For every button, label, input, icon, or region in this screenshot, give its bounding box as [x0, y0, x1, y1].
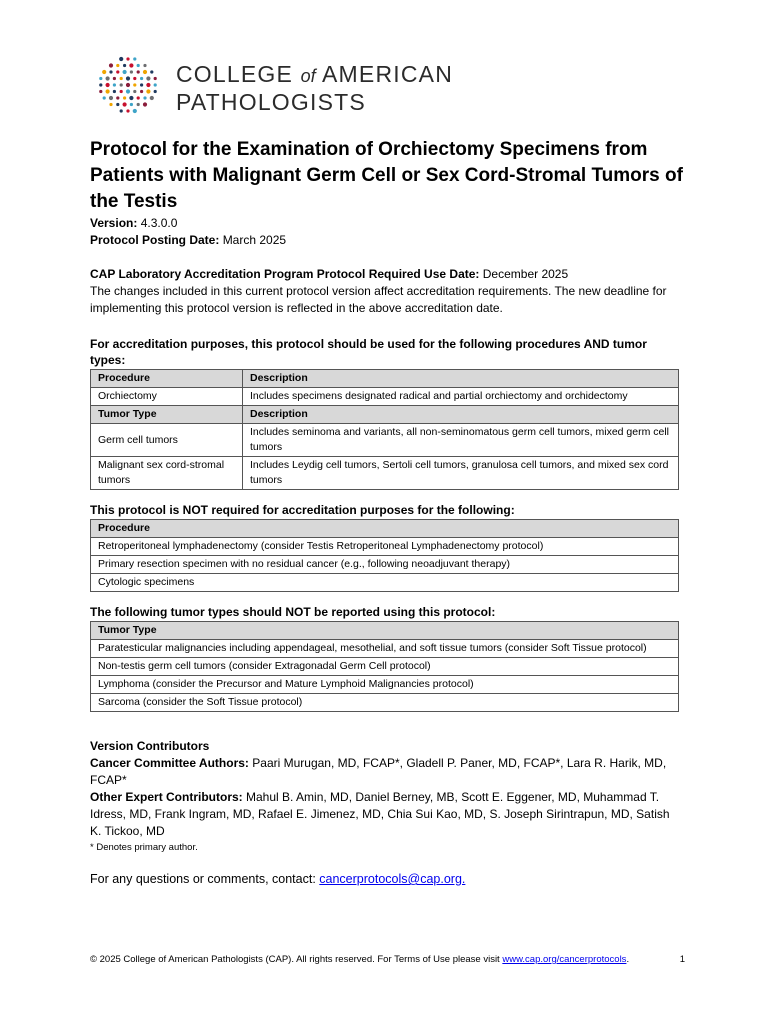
table-row — [91, 457, 679, 490]
contact-email-link[interactable]: cancerprotocols@cap.org. — [319, 872, 466, 886]
logo-dot — [143, 102, 147, 106]
table-cell: Orchiectomy — [91, 388, 243, 406]
committee-label: Cancer Committee Authors: — [90, 756, 249, 770]
logo-dot — [154, 83, 157, 86]
logo-dot — [137, 103, 140, 106]
table-cell: Includes specimens designated radical and partial orchiectomy and orchidectomy — [243, 388, 679, 406]
logo-dot — [133, 109, 137, 113]
logo-dot — [146, 83, 150, 87]
logo-dot — [120, 83, 123, 86]
logo-dot — [123, 102, 127, 106]
cap-logo — [94, 55, 474, 115]
footer — [90, 954, 685, 965]
logo-line2: PATHOLOGISTS — [176, 89, 366, 115]
logo-dot — [126, 76, 130, 80]
other-names: Mahul B. Amin, MD, Daniel Berney, MB, Scott E. Eggener, MD, Muhammad T. Idress, MD, Frank Ingram, MD, Rafael E. Jimenez, MD, Chia Sui Kao, MD, S. Joseph Sirintrapun, MD, Satish K. Tickoo, MD — [90, 790, 670, 838]
other-label: Other Expert Contributors: — [90, 790, 243, 804]
logo-dot — [130, 70, 133, 73]
accreditation-requirement — [90, 266, 690, 317]
posting-value: March 2025 — [222, 233, 287, 247]
table-cell: Malignant sex cord-stromal tumors — [91, 457, 243, 490]
logo-dot — [126, 83, 130, 87]
logo-dot — [137, 64, 140, 67]
logo-dot — [106, 76, 110, 80]
logo-dot — [146, 76, 150, 80]
section3-heading: The following tumor types should NOT be reported using this protocol: — [90, 605, 496, 619]
logo-line1: COLLEGE — [176, 61, 294, 87]
table-row — [91, 388, 679, 406]
logo-dot — [119, 57, 123, 61]
logo-dot — [154, 90, 157, 93]
logo-dot — [109, 96, 113, 100]
copyright-text: © 2025 College of American Pathologists (CAP). All rights reserved. For Terms of Use please visit — [90, 954, 500, 965]
committee-names: Paari Murugan, MD, FCAP*, Gladell P. Paner, MD, FCAP*, Lara R. Harik, MD, FCAP* — [90, 756, 667, 787]
table-cell: Sarcoma (consider the Soft Tissue protocol) — [91, 694, 679, 712]
logo-dot — [106, 89, 110, 93]
posting-label: Protocol Posting Date: — [90, 233, 220, 247]
logo-dot — [130, 103, 133, 106]
table-cell: Cytologic specimens — [91, 574, 679, 592]
table-header-row — [91, 370, 679, 388]
section2-heading: This protocol is NOT required for accreditation purposes for the following: — [90, 503, 515, 517]
logo-dot — [102, 70, 106, 74]
protocols-link[interactable]: www.cap.org/cancerprotocols — [502, 954, 627, 965]
logo-dot — [116, 96, 119, 99]
logo-dot — [103, 96, 106, 99]
logo-dot — [126, 57, 129, 60]
logo-dot — [109, 103, 112, 106]
table-row — [91, 676, 679, 694]
procedures-table — [90, 369, 679, 490]
table-row — [91, 574, 679, 592]
logo-dot — [143, 70, 147, 74]
table-row — [91, 640, 679, 658]
table-cell: Germ cell tumors — [91, 424, 243, 457]
logo-dot — [129, 96, 133, 100]
logo-dot — [129, 63, 133, 67]
version-contributors — [90, 738, 682, 856]
logo-wordmark — [176, 61, 453, 115]
cap-logo-dots-icon — [94, 55, 162, 115]
table-row — [91, 556, 679, 574]
not-required-table — [90, 519, 679, 592]
logo-dot — [123, 70, 127, 74]
logo-dot — [120, 77, 123, 80]
table-header-row — [91, 406, 679, 424]
logo-dot — [116, 70, 119, 73]
logo-dot — [143, 64, 146, 67]
logo-dot — [154, 77, 157, 80]
table-row — [91, 658, 679, 676]
primary-author-note: * Denotes primary author. — [90, 842, 198, 853]
table-cell: Lymphoma (consider the Precursor and Mature Lymphoid Malignancies protocol) — [91, 676, 679, 694]
logo-of: of — [300, 66, 316, 86]
footer-period: . — [626, 954, 630, 965]
header-cell: Tumor Type — [91, 622, 679, 640]
logo-dot — [113, 77, 116, 80]
logo-dot — [109, 70, 112, 73]
logo-dot — [99, 77, 102, 80]
req-text: The changes included in this current protocol version affect accreditation requirements. The new deadline for implementing this protocol version is reflected in the above accreditation date. — [90, 284, 667, 315]
logo-dot — [120, 109, 123, 112]
logo-dot — [116, 103, 119, 106]
logo-dot — [113, 90, 116, 93]
contact-text: For any questions or comments, contact: — [90, 872, 316, 886]
logo-dot — [150, 96, 154, 100]
table-row — [91, 538, 679, 556]
logo-dot — [123, 96, 126, 99]
protocol-meta — [90, 215, 286, 249]
logo-dot — [120, 90, 123, 93]
logo-line1b: AMERICAN — [322, 61, 454, 87]
logo-dot — [106, 83, 110, 87]
section1-heading: For accreditation purposes, this protocol should be used for the following procedures AND tumor types: — [90, 337, 647, 367]
logo-dot — [99, 83, 102, 86]
table-cell: Retroperitoneal lymphadenectomy (consider Testis Retroperitoneal Lymphadenectomy protocol) — [91, 538, 679, 556]
header-cell: Procedure — [91, 520, 679, 538]
table-cell: Includes Leydig cell tumors, Sertoli cell tumors, granulosa cell tumors, and mixed sex cord tumors — [243, 457, 679, 490]
logo-dot — [143, 96, 146, 99]
logo-dot — [109, 63, 113, 67]
table-row — [91, 694, 679, 712]
logo-dot — [150, 70, 153, 73]
logo-dot — [99, 90, 102, 93]
header-cell: Procedure — [91, 370, 243, 388]
logo-dot — [137, 70, 140, 73]
excluded-tumors-table — [90, 621, 679, 712]
logo-dot — [116, 64, 119, 67]
header-cell: Tumor Type — [91, 406, 243, 424]
header-cell: Description — [243, 406, 679, 424]
page-number: 1 — [679, 954, 685, 965]
logo-dot — [133, 83, 136, 86]
table-cell: Non-testis germ cell tumors (consider Extragonadal Germ Cell protocol) — [91, 658, 679, 676]
logo-dot — [146, 89, 150, 93]
logo-dot — [133, 57, 136, 60]
contributors-heading: Version Contributors — [90, 739, 210, 753]
version-label: Version: — [90, 216, 138, 230]
logo-dot — [133, 77, 136, 80]
table-header-row — [91, 622, 679, 640]
table-cell: Includes seminoma and variants, all non-seminomatous germ cell tumors, mixed germ cell tumors — [243, 424, 679, 457]
table-cell: Paratesticular malignancies including appendageal, mesothelial, and soft tissue tumors (consider Soft Tissue protocol) — [91, 640, 679, 658]
table-header-row — [91, 520, 679, 538]
logo-dot — [126, 109, 129, 112]
req-date: December 2025 — [482, 267, 569, 281]
page-title: Protocol for the Examination of Orchiectomy Specimens from Patients with Malignant Germ Cell or Sex Cord-Stromal Tumors of the Testis — [90, 139, 683, 212]
header-cell: Description — [243, 370, 679, 388]
table-cell: Primary resection specimen with no residual cancer (e.g., following neoadjuvant therapy) — [91, 556, 679, 574]
req-label: CAP Laboratory Accreditation Program Protocol Required Use Date: — [90, 267, 480, 281]
logo-dot — [126, 89, 130, 93]
logo-dot — [140, 83, 143, 86]
contact-line — [90, 872, 465, 886]
version-value: 4.3.0.0 — [140, 216, 178, 230]
logo-dot — [123, 64, 126, 67]
logo-dot — [137, 96, 140, 99]
logo-dot — [140, 90, 143, 93]
logo-dot — [133, 90, 136, 93]
logo-dot — [140, 77, 143, 80]
logo-dot — [113, 83, 116, 86]
table-row — [91, 424, 679, 457]
